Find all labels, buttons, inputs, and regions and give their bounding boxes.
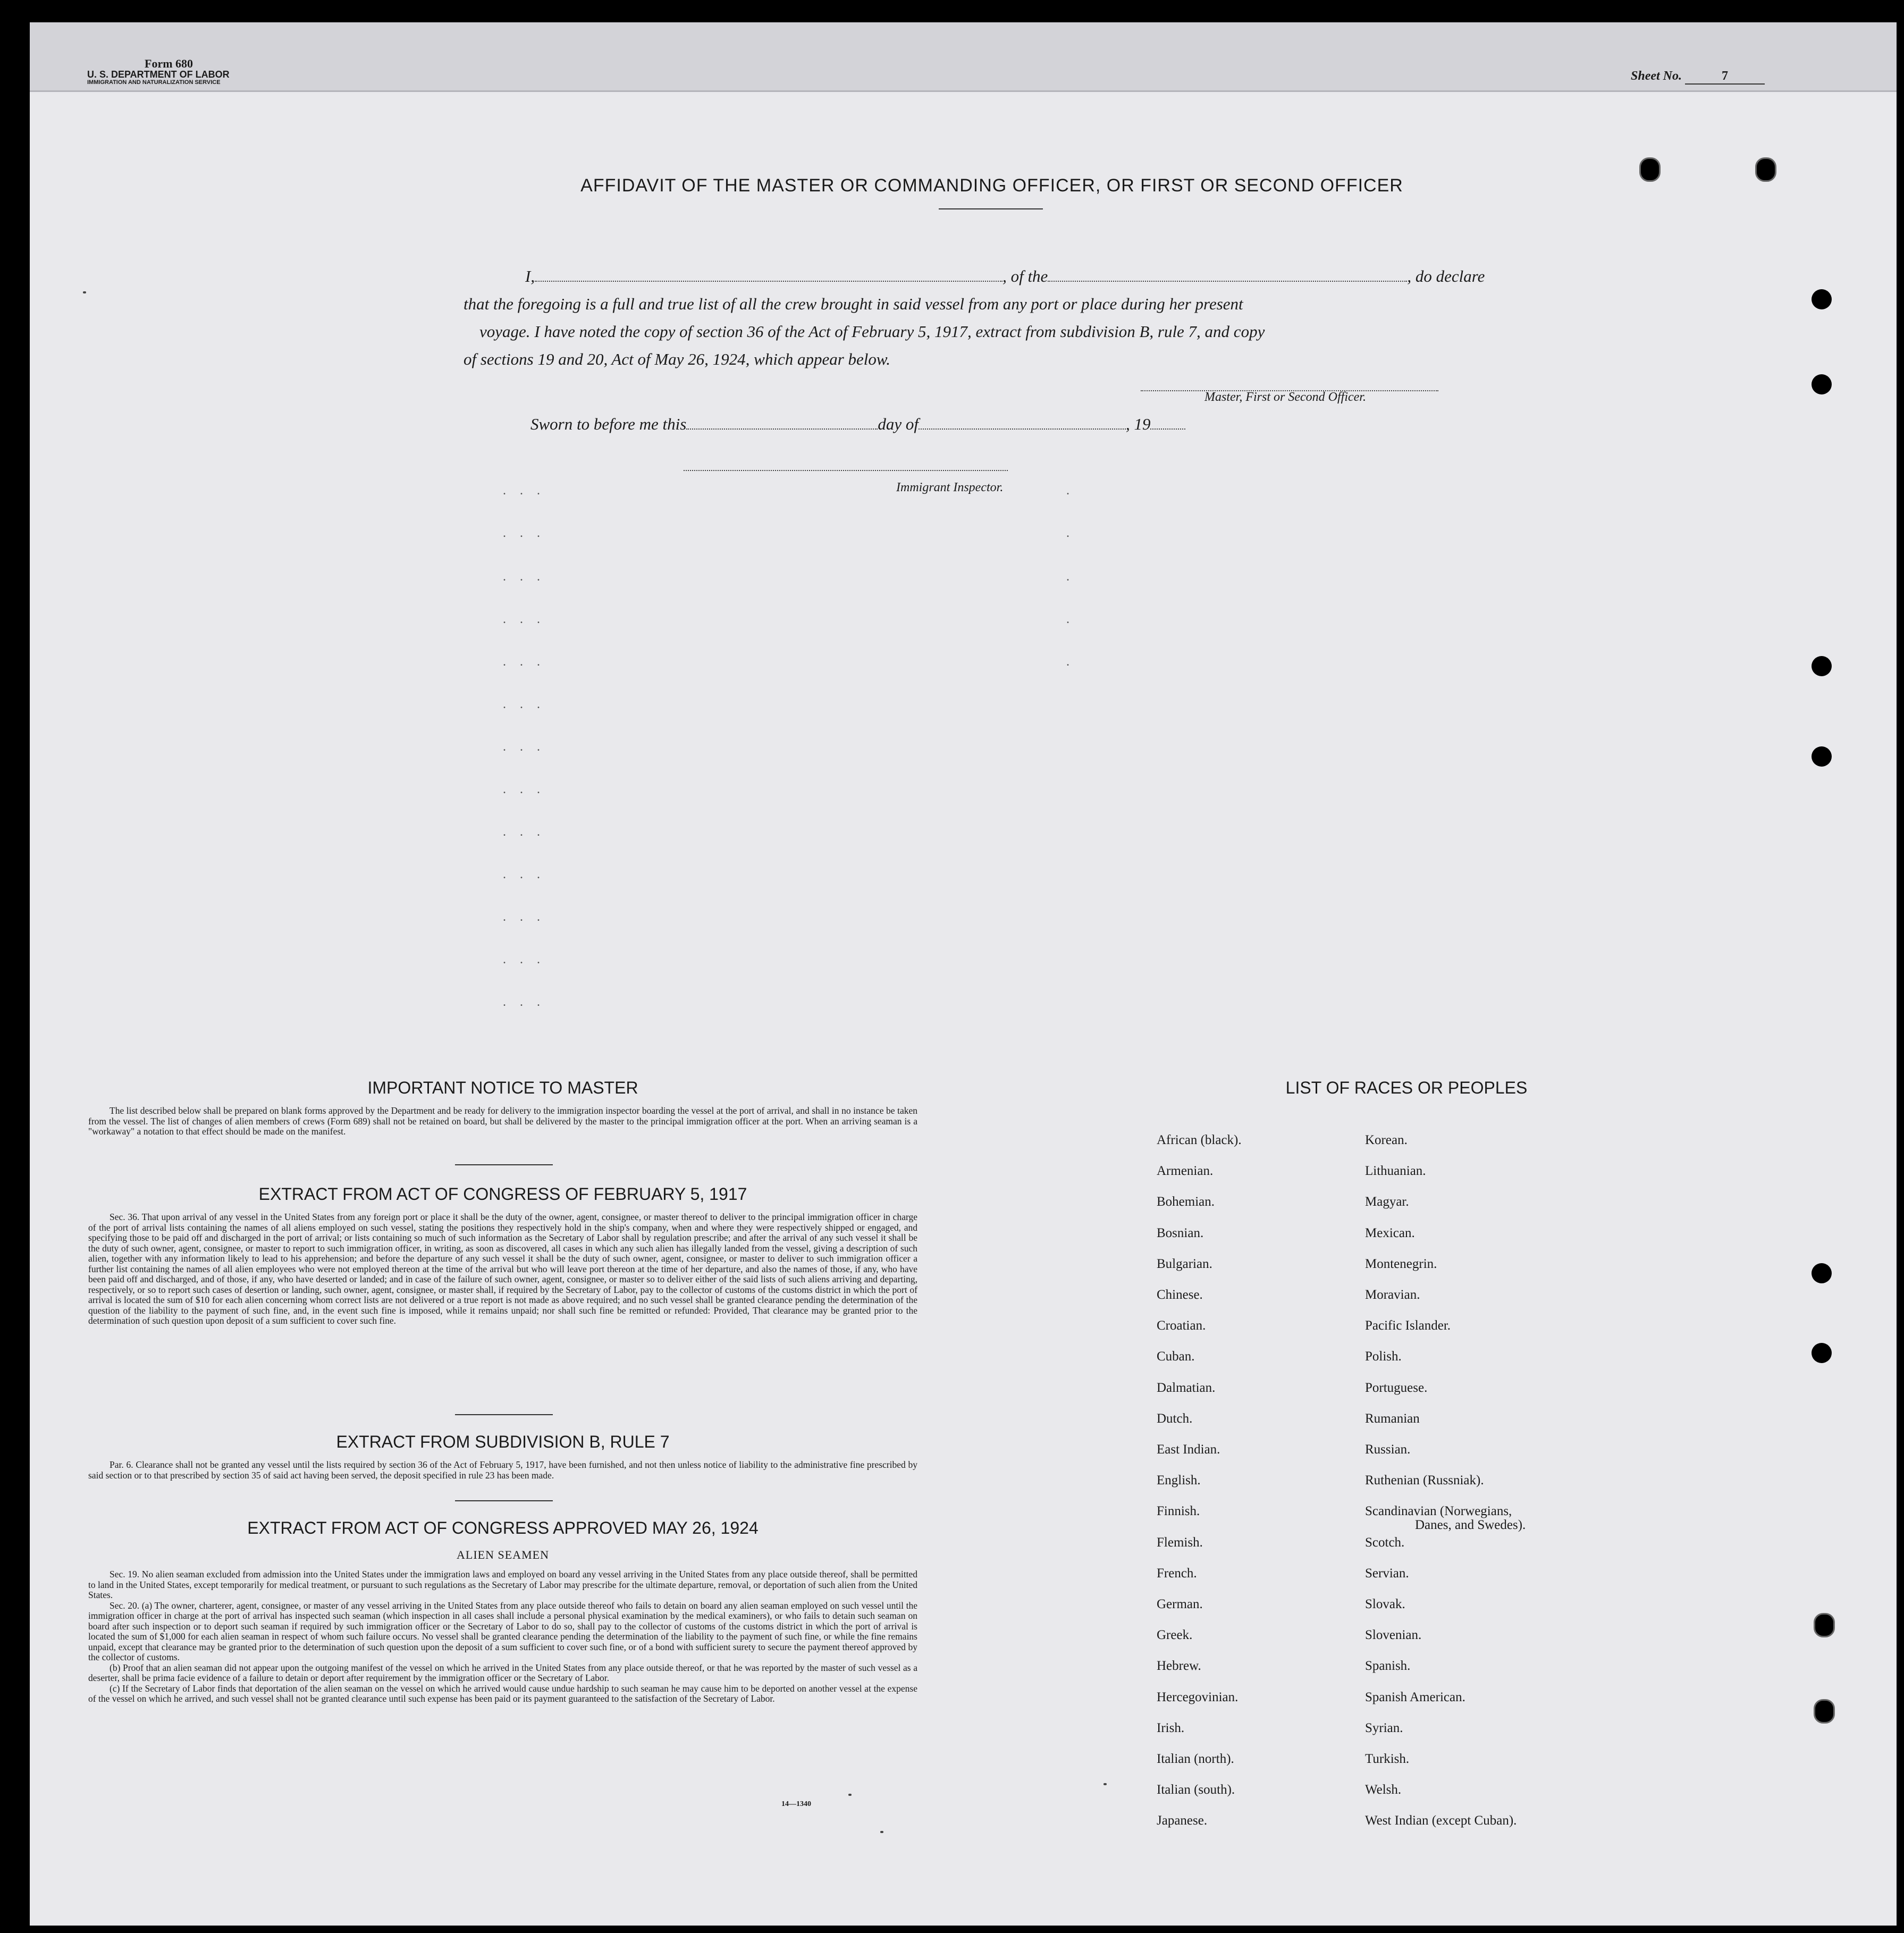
punch-hole — [1812, 374, 1832, 394]
race-item: Bosnian. — [1157, 1225, 1204, 1240]
affidavit-body — [464, 263, 1505, 373]
race-item: Ruthenian (Russniak). — [1365, 1473, 1484, 1488]
race-item: Flemish. — [1157, 1535, 1203, 1550]
race-item: Slovenian. — [1365, 1628, 1422, 1643]
race-item: Magyar. — [1365, 1195, 1409, 1209]
divider — [455, 1500, 553, 1501]
speck — [1103, 1783, 1107, 1785]
race-item: Montenegrin. — [1365, 1256, 1437, 1271]
alien-seamen-subtitle: ALIEN SEAMEN — [457, 1548, 549, 1561]
race-item: Portuguese. — [1365, 1380, 1428, 1395]
race-item: Dutch. — [1157, 1411, 1193, 1426]
race-item: Mexican. — [1365, 1225, 1415, 1240]
punch-hole — [1812, 746, 1832, 767]
race-item: Croatian. — [1157, 1318, 1206, 1333]
form-print-code: 14—1340 — [781, 1800, 811, 1808]
races-title: LIST OF RACES OR PEOPLES — [1285, 1078, 1528, 1097]
race-item: Japanese. — [1157, 1813, 1208, 1828]
extract-rule7-title: EXTRACT FROM SUBDIVISION B, RULE 7 — [336, 1432, 670, 1451]
race-item: Lithuanian. — [1365, 1164, 1426, 1179]
form-header — [87, 57, 230, 86]
sworn-line: Sworn to before me this day of , 19 — [530, 415, 1185, 434]
notice-text: The list described below shall be prepared on blank forms approved by the Department and be ready for delivery to the immigration inspector boarding the vessel at the port of arrival, and shall in no instance be taken from the vessel. The list of changes of alien members of crews (Form 689) shall not be retained on board, but shall be delivered by the master to the principal immigration officer at the port. When an arriving seaman is a "workaway" a notation to that effect should be made on the manifest. — [88, 1105, 917, 1137]
race-item: Syrian. — [1365, 1720, 1403, 1735]
form-number: Form 680 — [145, 57, 193, 70]
extract-rule7-text: Par. 6. Clearance shall not be granted any vessel until the lists required by section 36 of the Act of February 5, 1917, have been furnished, and not then unless notice of liability to the administrative fine prescribed by said section or to that prescribed by section 35 of said act having been served, the deposit specified in rule 23 has been made. — [88, 1459, 917, 1481]
race-item: Servian. — [1365, 1566, 1409, 1581]
race-item: Irish. — [1157, 1720, 1185, 1735]
punch-hole — [1812, 1263, 1832, 1283]
race-item: Scotch. — [1365, 1535, 1405, 1550]
race-item: Danes, and Swedes). — [1415, 1518, 1526, 1533]
race-item: Turkish. — [1365, 1752, 1410, 1766]
race-item: African (black). — [1157, 1133, 1242, 1147]
speck — [83, 291, 86, 293]
race-item: Welsh. — [1365, 1783, 1402, 1797]
race-item: English. — [1157, 1473, 1201, 1488]
affidavit-line-3: voyage. I have noted the copy of section 36 of the Act of February 5, 1917, extract from subdivision B, rule 7, and copy — [479, 322, 1265, 341]
race-item: French. — [1157, 1566, 1197, 1581]
notice-title: IMPORTANT NOTICE TO MASTER — [367, 1078, 638, 1097]
extract-1924-text: Sec. 19. No alien seaman excluded from admission into the United States under the immigration laws and employed on board any vessel arriving in the United States from any place outside thereof, shall be permitted to land in the United States, except temporarily for medical treatment, or pursuant to such regulations as the Secretary of Labor may prescribe for the ultimate departure, removal, or deportation of such alien from the United States. Sec. 20. (a) The owner, charterer, agent, consignee, or master of any vessel arriving in the United States from any place outside thereof who fails to detain on board any alien seaman employed on such vessel until the immigration officer in charge at the port of arrival has inspected such seaman (which inspection in all cases shall include a personal physical examination by the medical examiners), or who fails to detain such seaman on board after such inspection or to deport such seaman if required by such immigration officer or the Secretary of Labor to do so, shall pay to the collector of customs of the customs district in which the port of arrival is located the sum of $1,000 for each alien seaman in respect of whom such failure occurs. No vessel shall be granted clearance pending the determination of the liability to the payment of such fine, or while the fine remains unpaid, except that clearance may be granted prior to the determination of such question upon the deposit of a sum sufficient to cover such fine, or of a bond with sufficient surety to secure the payment thereof approved by the collector of customs. (b) Proof that an alien seaman did not appear upon the outgoing manifest of the vessel on which he arrived in the United States from any place outside thereof, or that he was reported by the master of such vessel as a deserter, shall be prima facie evidence of a failure to detain or deport after requirement by the immigration officer or the Secretary of Labor. (c) If the Secretary of Labor finds that deportation of the alien seaman on the vessel on which he arrived would cause undue hardship to such seaman he may cause him to be deported on another vessel at the expense of the vessel on which he arrived, and such vessel shall not be granted clearance until such expense has been paid or its payment guaranteed to the satisfaction of the Secretary of Labor. — [88, 1569, 917, 1704]
name-blank — [535, 269, 1002, 282]
divider — [455, 1164, 553, 1165]
affidavit-title: AFFIDAVIT OF THE MASTER OR COMMANDING OFFICER, OR FIRST OR SECOND OFFICER — [580, 175, 1403, 196]
race-item: Finnish. — [1157, 1504, 1200, 1519]
race-item: Spanish. — [1365, 1659, 1411, 1674]
race-item: Scandinavian (Norwegians, — [1365, 1504, 1512, 1519]
punch-hole — [1812, 1343, 1832, 1363]
sheet-number — [1631, 69, 1765, 85]
race-item: Armenian. — [1157, 1164, 1214, 1179]
service-name: IMMIGRATION AND NATURALIZATION SERVICE — [87, 79, 221, 86]
speck — [848, 1794, 852, 1796]
affidavit-line-4: of sections 19 and 20, Act of May 26, 1924, which appear below. — [464, 350, 891, 368]
department-name: U. S. DEPARTMENT OF LABOR — [87, 69, 230, 80]
race-item: Cuban. — [1157, 1349, 1195, 1364]
sheet-top-band — [30, 22, 1897, 92]
race-item: West Indian (except Cuban). — [1365, 1813, 1517, 1828]
punch-hole — [1812, 289, 1832, 309]
affidavit-line-1: I, , of the , do declare — [525, 267, 1485, 285]
speck — [880, 1831, 883, 1833]
inspector-signature-line — [684, 470, 1008, 471]
extract-1924-title: EXTRACT FROM ACT OF CONGRESS APPROVED MAY 26, 1924 — [247, 1518, 759, 1537]
day-blank — [686, 417, 878, 430]
edge-mark — [1814, 1699, 1835, 1724]
month-blank — [919, 417, 1126, 430]
race-item: Russian. — [1365, 1442, 1411, 1457]
race-item: Bulgarian. — [1157, 1256, 1212, 1271]
race-item: Italian (north). — [1157, 1752, 1234, 1766]
race-item: German. — [1157, 1597, 1203, 1611]
affidavit-line-2: that the foregoing is a full and true list of all the crew brought in said vessel from any port or place during her present — [464, 295, 1243, 313]
race-item: Korean. — [1365, 1133, 1408, 1147]
race-item: Moravian. — [1365, 1288, 1420, 1302]
race-item: Hebrew. — [1157, 1659, 1201, 1674]
race-item: Slovak. — [1365, 1597, 1405, 1611]
sheet-number-value: 7 — [1685, 69, 1765, 85]
edge-mark — [1639, 157, 1661, 182]
vessel-blank — [1048, 269, 1407, 282]
divider — [939, 208, 1043, 209]
edge-mark — [1814, 1613, 1835, 1637]
inspector-caption: Immigrant Inspector. — [896, 481, 1004, 494]
edge-mark — [1755, 157, 1776, 182]
race-item: Hercegovinian. — [1157, 1690, 1239, 1704]
race-item: Polish. — [1365, 1349, 1402, 1364]
punch-hole — [1812, 656, 1832, 676]
race-item: Italian (south). — [1157, 1783, 1235, 1797]
extract-1917-title: EXTRACT FROM ACT OF CONGRESS OF FEBRUARY 5, 1917 — [258, 1184, 747, 1204]
sheet-number-label: Sheet No. — [1631, 69, 1682, 83]
race-item: Pacific Islander. — [1365, 1318, 1451, 1333]
form-sheet: Form 680 U. S. DEPARTMENT OF LABOR IMMIGRATION AND NATURALIZATION SERVICE Sheet No. 7 AFFIDAVIT OF THE MASTER OR COMMANDING OFFICER, OR FIRST OR SECOND OFFICER I, , of the , do declare that the foregoing is a full and true list of all the crew brought in said vessel from any port or place during her present voyage. I have noted the copy of section 36 of the Act of February 5, 1917, extract from subdivision B, rule 7, and copy of sections 19 and 20, Act of May 26, 1924, which appear below. Master, First or Second Officer. Sworn to before me this day of , 19 Immigrant Inspector. . . . . . . . . . . . . . . . . . . . . . . . . . . . . . . . . . . . . . . . . . . . . IMPORTANT NOTICE TO MASTER The list described below shall be prepared on blank forms approved by the Department and be ready for delivery to the immigration inspector boarding the vessel at the port of arrival, and shall in no instance be taken from the vessel. The list of changes of alien members of crews (Form 689) shall not be retained on board, but shall be delivered by the master to the principal immigration officer at the port. When an arriving seaman is a "workaway" a notation to that effect should be made on the manifest. EXTRACT FROM ACT OF CONGRESS OF FEBRUARY 5, 1917 Sec. 36. That upon arrival of any vessel in the United States from any foreign port or place it shall be the duty of the owner, agent, consignee, or master thereof to deliver to the principal immigration officer in charge of the port of arrival lists containing the names of all aliens employed on such vessel, stating the positions they respectively hold in the ship's company, when and where they were respectively shipped or engaged, and specifying those to be paid off and discharged in the port of arrival; or lists containing so much of such information as the Secretary of Labor shall by regulation prescribe; and after the arrival of any such vessel it shall be the duty of such owner, agent, consignee, or master to report to such immigration officer, in writing, as soon as discovered, all cases in which any such alien has illegally landed from the vessel, giving a description of such alien, together with any information likely to lead to his apprehension; and before the departure of any such vessel it shall be the duty of such owner, agent, consignee, or master to deliver to such immigration officer a further list containing the names of all alien employees who were not employed thereon at the time of the arrival but who will leave port thereon at the time of her departure, and also the names of those, if any, who have been paid off and discharged, and of those, if any, who have deserted or landed; and in case of the failure of such owner, agent, consignee, or master so to deliver either of the said lists of such aliens arriving and departing, respectively, or so to report such cases of desertion or landing, such owner, agent, consignee, or master shall, if required by the Secretary of Labor, pay to the collector of customs of the customs district in which the port of arrival is located the sum of $10 for each alien concerning whom correct lists are not delivered or a true report is not made as above required; and no such vessel shall be granted clearance pending the determination of the question of the liability to the payment of such fine, and, in the event such fine is imposed, while it remains unpaid; nor shall such fine be remitted or refunded: Provided, That clearance may be granted prior to the determination of such question upon deposit of a sum sufficient to cover such fine. EXTRACT FROM SUBDIVISION B, RULE 7 Par. 6. Clearance shall not be granted any vessel until the lists required by section 36 of the Act of February 5, 1917, have been furnished, and not then unless notice of liability to the administrative fine prescribed by said section or to that prescribed by section 35 of said act having been served, the deposit specified in rule 23 has been made. EXTRACT FROM ACT OF CONGRESS APPROVED MAY 26, 1924 ALIEN SEAMEN Sec. 19. No alien seaman excluded from admission into the United States under the immigration laws and employed on board any vessel arriving in the United States from any place outside thereof, shall be permitted to land in the United States, except temporarily for medical treatment, or pursuant to such regulations as the Secretary of Labor may prescribe for the ultimate departure, removal, or deportation of such alien from the United States. Sec. 20. (a) The owner, charterer, agent, consignee, or master of any vessel arriving in the United States from any place outside thereof who fails to detain on board any alien seaman employed on such vessel until the immigration officer in charge at the port of arrival has inspected such seaman (which inspection in all cases shall include a personal physical examination by the medical examiners), or who fails to detain such seaman on board after such inspection or to deport such seaman if required by such immigration officer or the Secretary of Labor to do so, shall pay to the collector of customs of the customs district in which the port of arrival is located the sum of $1,000 for each alien seaman in respect of whom such failure occurs. No vessel shall be granted clearance pending the determination of the liability to the payment of such fine, or while the fine remains unpaid, except that clearance may be granted prior to the determination of such question upon the deposit of a sum sufficient to cover such fine, or of a bond with sufficient surety to secure the payment thereof approved by the collector of customs. (b) Proof that an alien seaman did not appear upon the outgoing manifest of the vessel on which he arrived in the United States from any place outside thereof, or that he was reported by the master of such vessel as a deserter, shall be prima facie evidence of a failure to detain or deport after requirement by the immigration officer or the Secretary of Labor. (c) If the Secretary of Labor finds that deportation of the alien seaman on the vessel on which he arrived would cause undue hardship to such seaman he may cause him to be deported on another vessel at the expense of the vessel on which he arrived, and such vessel shall not be granted clearance until such expense has been paid or its payment guaranteed to the satisfaction of the Secretary of Labor. 14—1340 LIST OF RACES OR PEOPLES African (black). Armenian. Bohemian. Bosnian. Bulgarian. Chinese. Croatian. Cuban. Dalmatian. Dutch. East Indian. English. Finnish. Flemish. French. German. Greek. Hebrew. Hercegovinian. Irish. Italian (north). Italian (south). Japanese. Korean. Lithuanian. Magyar. Mexican. Montenegrin. Moravian. Pacific Islander. Polish. Portuguese. Rumanian Russian. Ruthenian (Russniak). Scandinavian (Norwegians, Scotch. Servian. Slovak. Slovenian. Spanish. Spanish American. Syrian. Turkish. Welsh. West Indian (except Cuban). Danes, and Swedes). — [30, 22, 1897, 1926]
master-signature-caption: Master, First or Second Officer. — [1204, 390, 1366, 404]
race-item: Spanish American. — [1365, 1690, 1465, 1704]
divider — [455, 1414, 553, 1415]
race-item: East Indian. — [1157, 1442, 1220, 1457]
race-item: Greek. — [1157, 1628, 1193, 1643]
race-item: Dalmatian. — [1157, 1380, 1216, 1395]
race-item: Rumanian — [1365, 1411, 1420, 1426]
extract-1917-text: Sec. 36. That upon arrival of any vessel in the United States from any foreign port or place it shall be the duty of the owner, agent, consignee, or master thereof to deliver to the principal immigration officer in charge of the port of arrival lists containing the names of all aliens employed on such vessel, stating the positions they respectively hold in the ship's company, when and where they were respectively shipped or engaged, and specifying those to be paid off and discharged in the port of arrival; or lists containing so much of such information as the Secretary of Labor shall by regulation prescribe; and after the arrival of any such vessel it shall be the duty of such owner, agent, consignee, or master to report to such immigration officer, in writing, as soon as discovered, all cases in which any such alien has illegally landed from the vessel, giving a description of such alien, together with any information likely to lead to his apprehension; and before the departure of any such vessel it shall be the duty of such owner, agent, consignee, or master to deliver to such immigration officer a further list containing the names of all alien employees who were not employed thereon at the time of the arrival but who will leave port thereon at the time of her departure, and also the names of those, if any, who have been paid off and discharged, and of those, if any, who have deserted or landed; and in case of the failure of such owner, agent, consignee, or master so to deliver either of the said lists of such aliens arriving and departing, respectively, or so to report such cases of desertion or landing, such owner, agent, consignee, or master shall, if required by the Secretary of Labor, pay to the collector of customs of the customs district in which the port of arrival is located the sum of $10 for each alien concerning whom correct lists are not delivered or a true report is not made as above required; and no such vessel shall be granted clearance pending the determination of the question of the liability to the payment of such fine, and, in the event such fine is imposed, while it remains unpaid; nor shall such fine be remitted or refunded: Provided, That clearance may be granted prior to the determination of such question upon deposit of a sum sufficient to cover such fine. — [88, 1212, 917, 1326]
race-item: Bohemian. — [1157, 1195, 1215, 1209]
year-blank — [1150, 417, 1185, 430]
race-item: Chinese. — [1157, 1288, 1203, 1302]
